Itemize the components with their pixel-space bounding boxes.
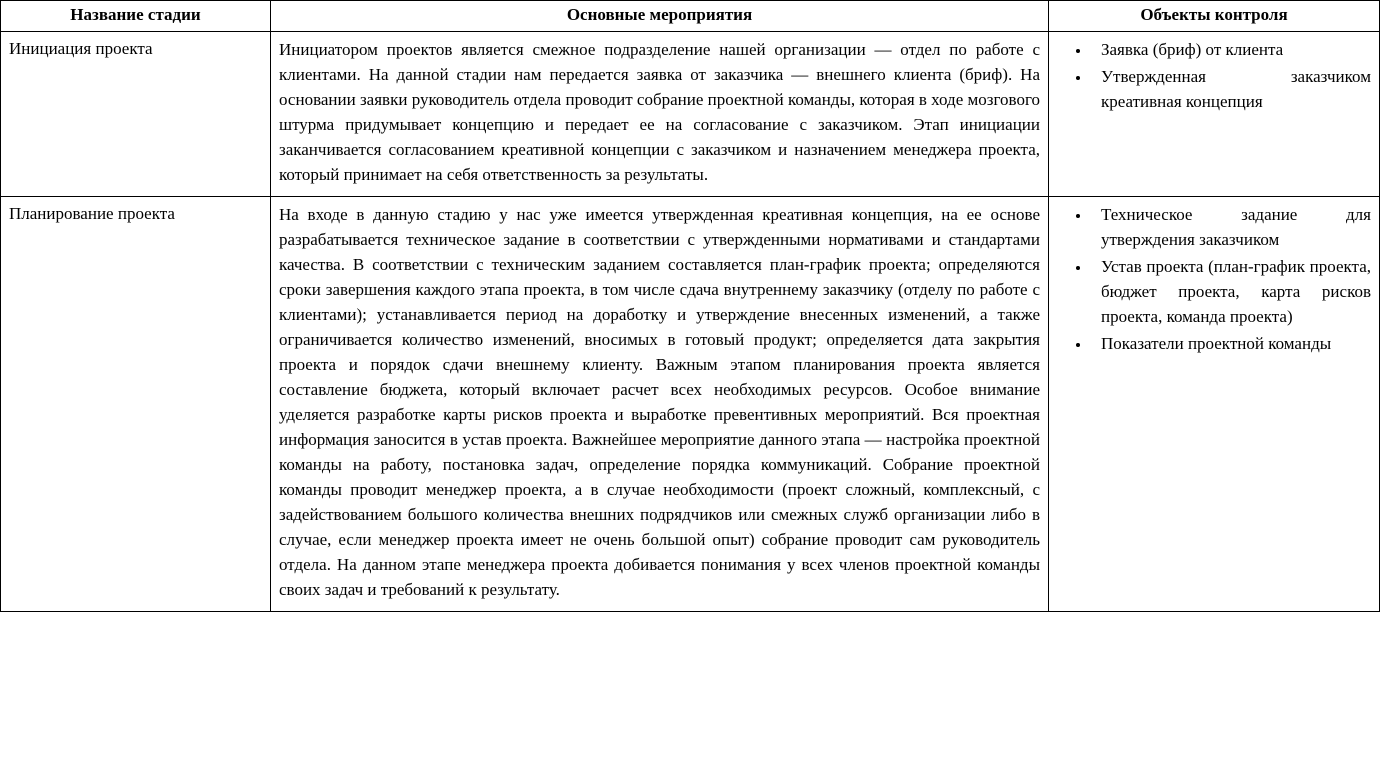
header-control-objects: Объекты контроля bbox=[1049, 1, 1380, 32]
control-objects-list bbox=[1057, 203, 1371, 357]
cell-stage-name: Планирование проекта bbox=[1, 196, 271, 611]
header-stage-name: Название стадии bbox=[1, 1, 271, 32]
cell-control-objects bbox=[1049, 32, 1380, 197]
list-item: • Техническое задание для утверждения заказчиком bbox=[1091, 203, 1371, 253]
table-header-row bbox=[1, 1, 1380, 32]
list-item: • Устав проекта (план-график проекта, бюджет проекта, карта рисков проекта, команда проекта) bbox=[1091, 255, 1371, 330]
cell-control-objects bbox=[1049, 196, 1380, 611]
header-main-events: Основные мероприятия bbox=[271, 1, 1049, 32]
events-paragraph: На входе в данную стадию у нас уже имеется утвержденная креативная концепция, на ее основе разрабатывается техническое задание в соответствии с утвержденными нормативами и стандартами качества. В соответствии с техническим заданием составляется план-график проекта; определяются сроки завершения каждого этапа проекта, в том числе сдача внутреннему заказчику (отделу по работе с клиентами); устанавливается период на доработку и утверждение внесенных изменений, а также ограничивается количество изменений, вносимых в готовый продукт; определяется дата закрытия проекта и порядок сдачи внешнему клиенту. Важным этапом планирования проекта является составление бюджета, который включает расчет всех необходимых ресурсов. Особое внимание уделяется разработке карты рисков проекта и выработке превентивных мероприятий. Вся проектная информация заносится в устав проекта. Важнейшее мероприятие данного этапа — настройка проектной команды на работу, постановка задач, определение порядка коммуникаций. Собрание проектной команды проводит менеджер проекта, а в случае необходимости (проект сложный, комплексный, с задействованием большого количества внешних подрядчиков или смежных служб организации либо в случае, если менеджер проекта имеет не очень большой опыт) собрание проводит сам руководитель отдела. На данном этапе менеджера проекта добивается понимания у всех членов проектной команды своих задач и требований к результату. bbox=[279, 204, 1040, 599]
control-objects-list bbox=[1057, 38, 1371, 115]
table-row bbox=[1, 32, 1380, 197]
list-item: • Заявка (бриф) от клиента bbox=[1091, 38, 1371, 63]
cell-main-events bbox=[271, 32, 1049, 197]
table-row bbox=[1, 196, 1380, 611]
list-item: • Показатели проектной команды bbox=[1091, 332, 1371, 357]
cell-main-events bbox=[271, 196, 1049, 611]
events-paragraph: Инициатором проектов является смежное подразделение нашей организации — отдел по работе с клиентами. На данной стадии нам передается заявка от заказчика — внешнего клиента (бриф). На основании заявки руководитель отдела проводит собрание проектной команды, которая в ходе мозгового штурма придумывает концепцию и передает ее на согласование с заказчиком. Этап инициации заканчивается согласованием креативной концепции с заказчиком и назначением менеджера проекта, который принимает на себя ответственность за результаты. bbox=[279, 40, 1040, 184]
list-item: • Утвержденная заказчиком креативная концепция bbox=[1091, 65, 1371, 115]
cell-stage-name: Инициация проекта bbox=[1, 32, 271, 197]
